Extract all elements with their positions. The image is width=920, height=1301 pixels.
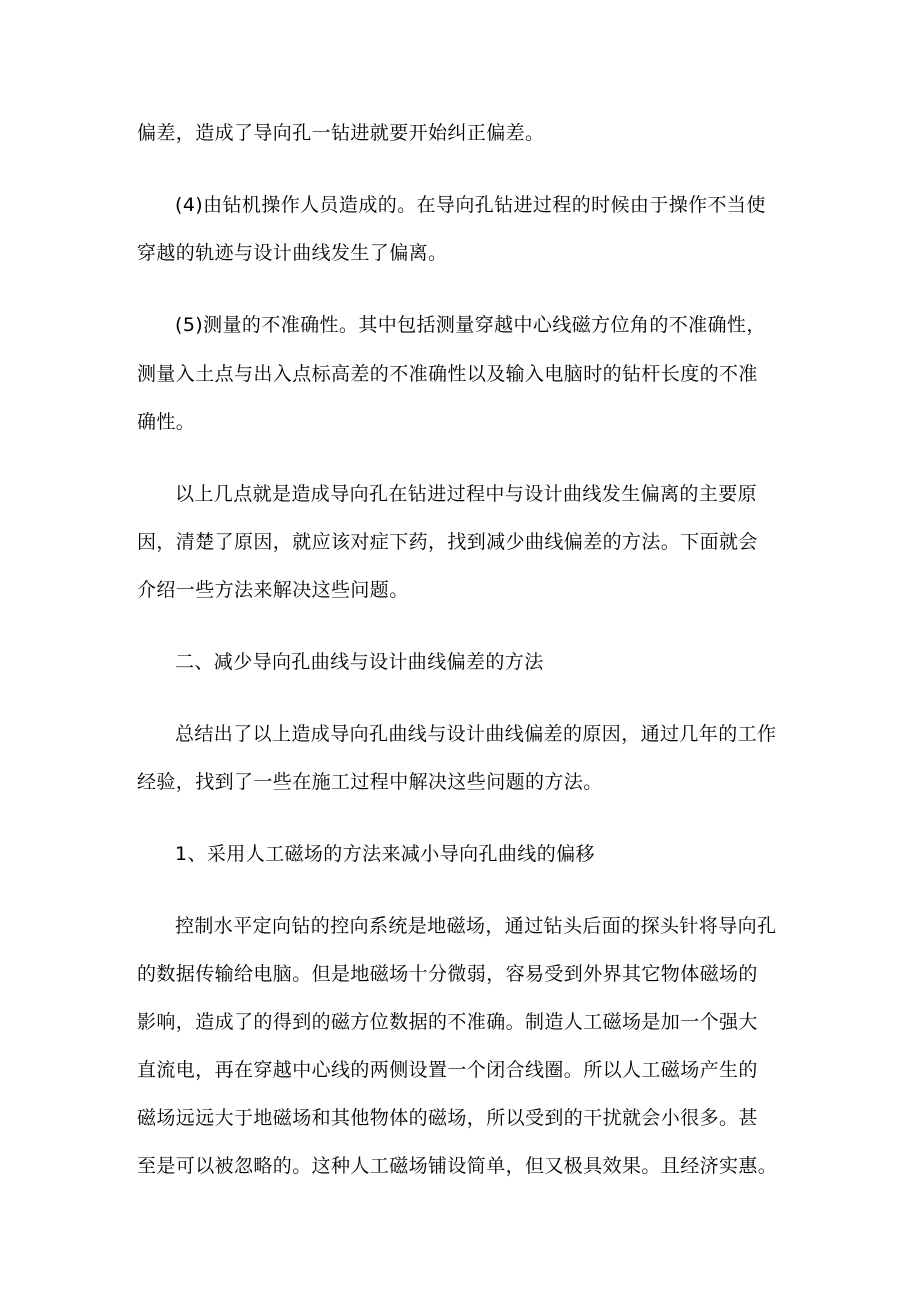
text-line: 测量入土点与出入点标高差的不准确性以及输入电脑时的钻杆长度的不准 <box>137 363 758 385</box>
text-line: (4)由钻机操作人员造成的。在导向孔钻进过程的时候由于操作不当使 <box>175 194 766 216</box>
text-line: 确性。 <box>137 411 196 433</box>
text-line: 经验，找到了一些在施工过程中解决这些问题的方法。 <box>137 771 603 793</box>
text-line: 穿越的轨迹与设计曲线发生了偏离。 <box>137 242 448 264</box>
text-line: 介绍一些方法来解决这些问题。 <box>137 579 409 601</box>
text-line: 以上几点就是造成导向孔在钻进过程中与设计曲线发生偏离的主要原 <box>175 483 758 505</box>
subsection-heading: 1、采用人工磁场的方法来减小导向孔曲线的偏移 <box>175 843 595 865</box>
text-line: 总结出了以上造成导向孔曲线与设计曲线偏差的原因，通过几年的工作 <box>175 723 777 745</box>
section-heading: 二、减少导向孔曲线与设计曲线偏差的方法 <box>175 651 544 673</box>
text-line: 直流电，再在穿越中心线的两侧设置一个闭合线圈。所以人工磁场产生的 <box>137 1059 758 1081</box>
text-line: 磁场远远大于地磁场和其他物体的磁场，所以受到的干扰就会小很多。甚 <box>137 1107 758 1129</box>
text-line: 偏差，造成了导向孔一钻进就要开始纠正偏差。 <box>137 122 545 144</box>
text-line: 影响，造成了的得到的磁方位数据的不准确。制造人工磁场是加一个强大 <box>137 1011 758 1033</box>
text-line: 因，清楚了原因，就应该对症下药，找到减少曲线偏差的方法。下面就会 <box>137 531 758 553</box>
text-line: 的数据传输给电脑。但是地磁场十分微弱，容易受到外界其它物体磁场的 <box>137 963 758 985</box>
text-line: 控制水平定向钻的控向系统是地磁场，通过钻头后面的探头针将导向孔 <box>175 915 777 937</box>
text-line: 至是可以被忽略的。这种人工磁场铺设简单，但又极具效果。且经济实惠。 <box>137 1155 778 1177</box>
text-line: (5)测量的不准确性。其中包括测量穿越中心线磁方位角的不准确性， <box>175 314 766 336</box>
